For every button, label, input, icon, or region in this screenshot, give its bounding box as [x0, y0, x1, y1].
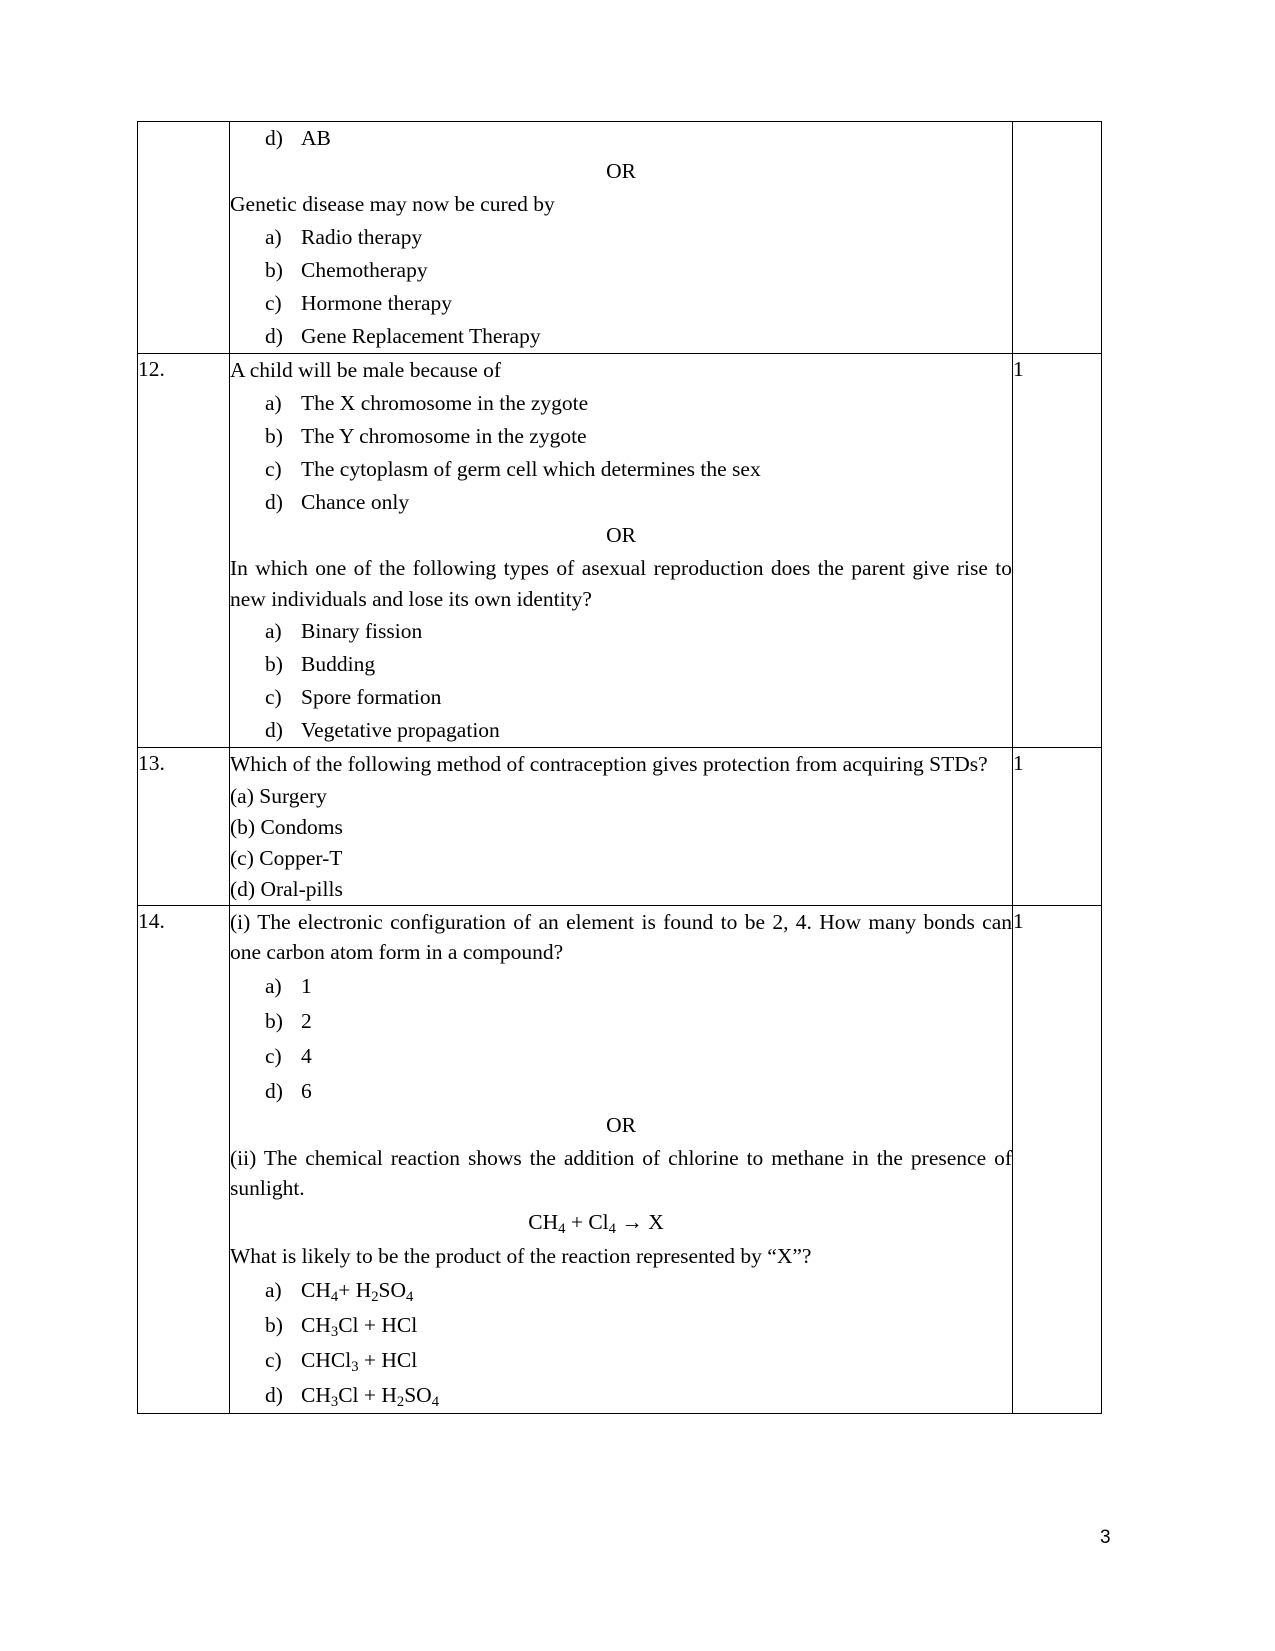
- option-a: a) The X chromosome in the zygote: [265, 391, 589, 415]
- reaction-arrow-icon: →: [621, 1209, 643, 1234]
- question-body: [230, 748, 1013, 906]
- option-d: (d) Oral-pills: [230, 876, 343, 901]
- alternate-question-text: In which one of the following types of asexual reproduction does the parent give rise to new individuals and lose its own identity?: [230, 556, 1012, 611]
- question-text: (i) The electronic configuration of an element is found to be 2, 4. How many bonds can one carbon atom form in a compound?: [230, 909, 1012, 964]
- question-number: 14.: [138, 905, 230, 1413]
- option-d: d) 6: [265, 1078, 312, 1103]
- alt-option-c: c) Spore formation: [265, 685, 442, 709]
- option-a: a) 1: [265, 973, 312, 998]
- question-number: 13.: [138, 748, 230, 906]
- question-body: [230, 122, 1013, 354]
- or-separator: OR: [606, 523, 636, 547]
- option-c: c) 4: [265, 1043, 312, 1068]
- alt-option-a: a) Radio therapy: [265, 225, 423, 249]
- alternate-question-text: Genetic disease may now be cured by: [230, 192, 555, 216]
- alt-option-c: c) CHCl$_3$ + HCl: [265, 1347, 418, 1375]
- marks-cell: 1: [1013, 354, 1102, 748]
- alt-option-d: d) Gene Replacement Therapy: [265, 324, 541, 348]
- option-b: b) The Y chromosome in the zygote: [265, 424, 587, 448]
- follow-up-question: What is likely to be the product of the reaction represented by “X”?: [230, 1243, 812, 1268]
- alt-option-b: b) $CH_3Cl$ + HCl: [265, 1312, 418, 1340]
- option-c: c) The cytoplasm of germ cell which determines the sex: [265, 457, 761, 481]
- marks-cell: [1013, 122, 1102, 354]
- reaction-equation: $CH_4 + Cl_4 \to X$: [528, 1209, 664, 1237]
- alt-option-b: b) Budding: [265, 652, 376, 676]
- marks-cell: 1: [1013, 905, 1102, 1413]
- question-table: [137, 121, 1102, 1414]
- alt-option-b: b) Chemotherapy: [265, 258, 428, 282]
- question-number: 12.: [138, 354, 230, 748]
- alt-option-d: d) Vegetative propagation: [265, 718, 500, 742]
- or-separator: OR: [606, 159, 636, 183]
- question-row-13: [138, 748, 1102, 906]
- question-body: [230, 905, 1013, 1413]
- question-text: A child will be male because of: [230, 358, 502, 382]
- page-number: 3: [1100, 1527, 1111, 1548]
- option-b: (b) Condoms: [230, 814, 343, 839]
- question-row-14: [138, 905, 1102, 1413]
- or-separator: OR: [606, 1112, 636, 1137]
- question-number: [138, 122, 230, 354]
- option-c: (c) Copper-T: [230, 845, 343, 870]
- alt-option-d: d) $CH_3Cl + H_2SO_4$: [265, 1382, 440, 1410]
- alt-option-a: a) $CH_4+ H_2SO_4$: [265, 1277, 414, 1305]
- question-body: [230, 354, 1013, 748]
- option-b: b) 2: [265, 1008, 312, 1033]
- alt-option-a: a) Binary fission: [265, 619, 423, 643]
- option-d: d) AB: [265, 126, 331, 150]
- alt-option-c: c) Hormone therapy: [265, 291, 453, 315]
- question-row-12: [138, 354, 1102, 748]
- marks-cell: 1: [1013, 748, 1102, 906]
- option-a: (a) Surgery: [230, 783, 327, 808]
- alternate-question-text: (ii) The chemical reaction shows the addition of chlorine to methane in the presence of sunlight.: [230, 1145, 1012, 1200]
- question-text: Which of the following method of contraception gives protection from acquiring STDs?: [230, 752, 988, 776]
- question-row-11-continued: [138, 122, 1102, 354]
- option-d: d) Chance only: [265, 490, 410, 514]
